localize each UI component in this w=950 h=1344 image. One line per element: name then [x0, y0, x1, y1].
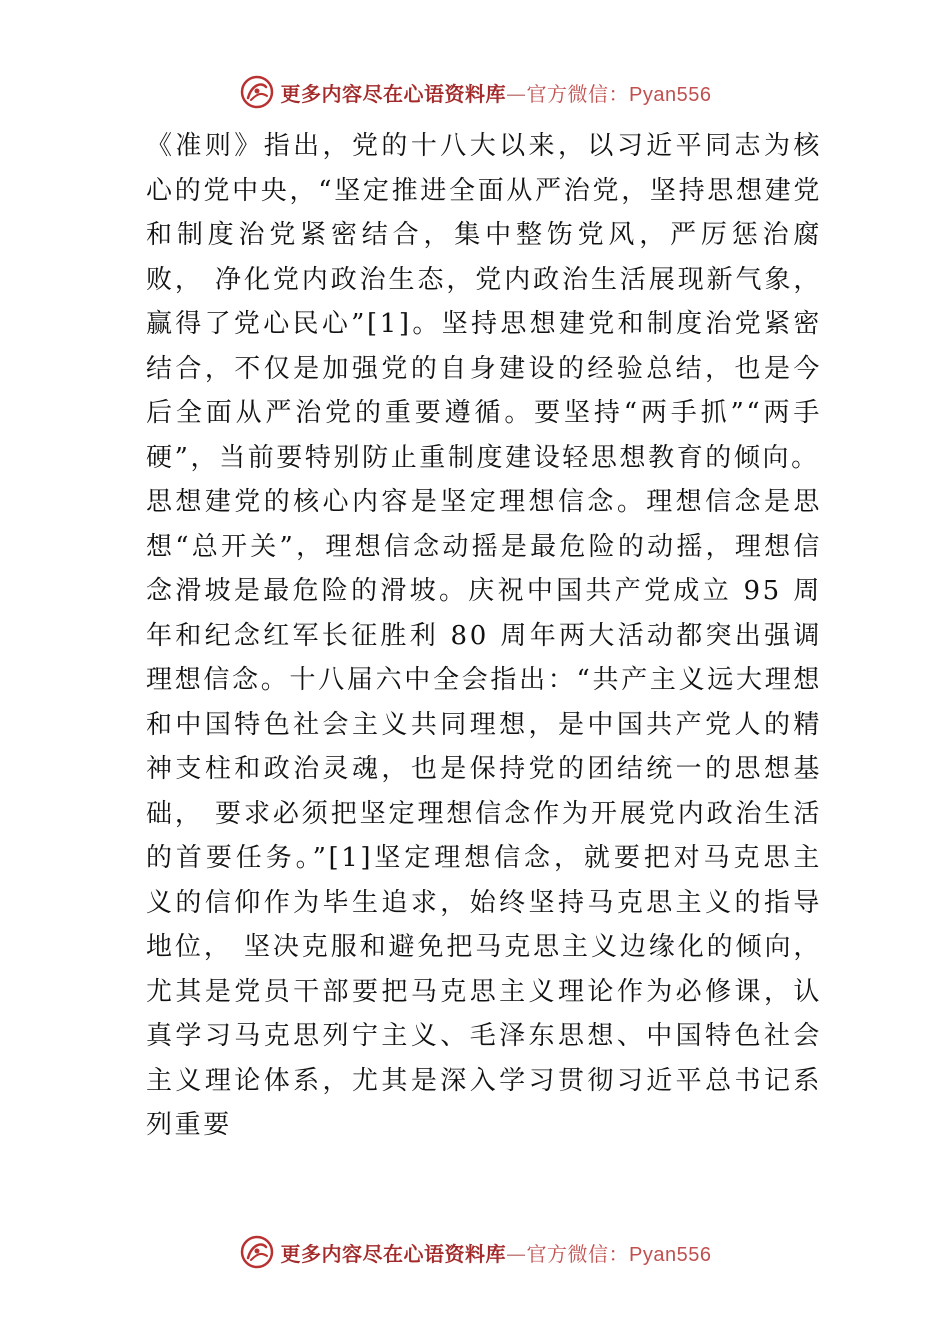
document-body: [146, 124, 822, 1148]
watermark-site-name: 更多内容尽在心语资料库: [280, 81, 507, 106]
seal-logo-icon: [239, 1234, 275, 1270]
watermark-wechat-label: 官方微信：: [526, 1241, 630, 1266]
paragraph-2: 思想建党的核心内容是坚定理想信念。理想信念是思想“总开关”，理想信念动摇是最危险的动摇，理想信念滑坡是最危险的滑坡。庆祝中国共产党成立 95 周年和纪念红军长征胜利 80 周年两大活动都突出强调理想信念。十八届六中全会指出：“共产主义远大理想和中国特色社会主义共同理想，是中国共产党人的精神支柱和政治灵魂，也是保持党的团结统一的思想基础， 要求必须把坚定理想信念作为开展党内政治生活的首要任务。”[1]坚定理想信念，就要把对马克思主义的信仰作为毕生追求，始终坚持马克思主义的指导地位， 坚决克服和避免把马克思主义边缘化的倾向，尤其是党员干部要把马克思主义理论作为必修课，认真学习马克思列宁主义、毛泽东思想、中国特色社会主义理论体系，尤其是深入学习贯彻习近平总书记系列重要: [146, 487, 822, 1140]
watermark-site-name: 更多内容尽在心语资料库: [280, 1241, 507, 1266]
watermark-wechat-id: Pyan556: [629, 83, 712, 106]
watermark-wechat-label: 官方微信：: [526, 81, 630, 106]
watermark-wechat-id: Pyan556: [629, 1243, 712, 1266]
watermark-separator: —: [506, 1241, 527, 1266]
paragraph-1: 《准则》指出，党的十八大以来，以习近平同志为核心的党中央，“坚定推进全面从严治党，坚持思想建党和制度治党紧密结合，集中整饬党风，严厉惩治腐败， 净化党内政治生态，党内政治生活展现新气象，赢得了党心民心”[1]。坚持思想建党和制度治党紧密结合，不仅是加强党的自身建设的经验总结，也是今后全面从严治党的重要遵循。要坚持“两手抓”“两手硬”，当前要特别防止重制度建设轻思想教育的倾向。: [146, 131, 822, 473]
watermark-separator: —: [506, 81, 527, 106]
header-watermark: [0, 70, 950, 114]
footer-watermark: [0, 1230, 950, 1274]
seal-logo-icon: [239, 74, 275, 110]
